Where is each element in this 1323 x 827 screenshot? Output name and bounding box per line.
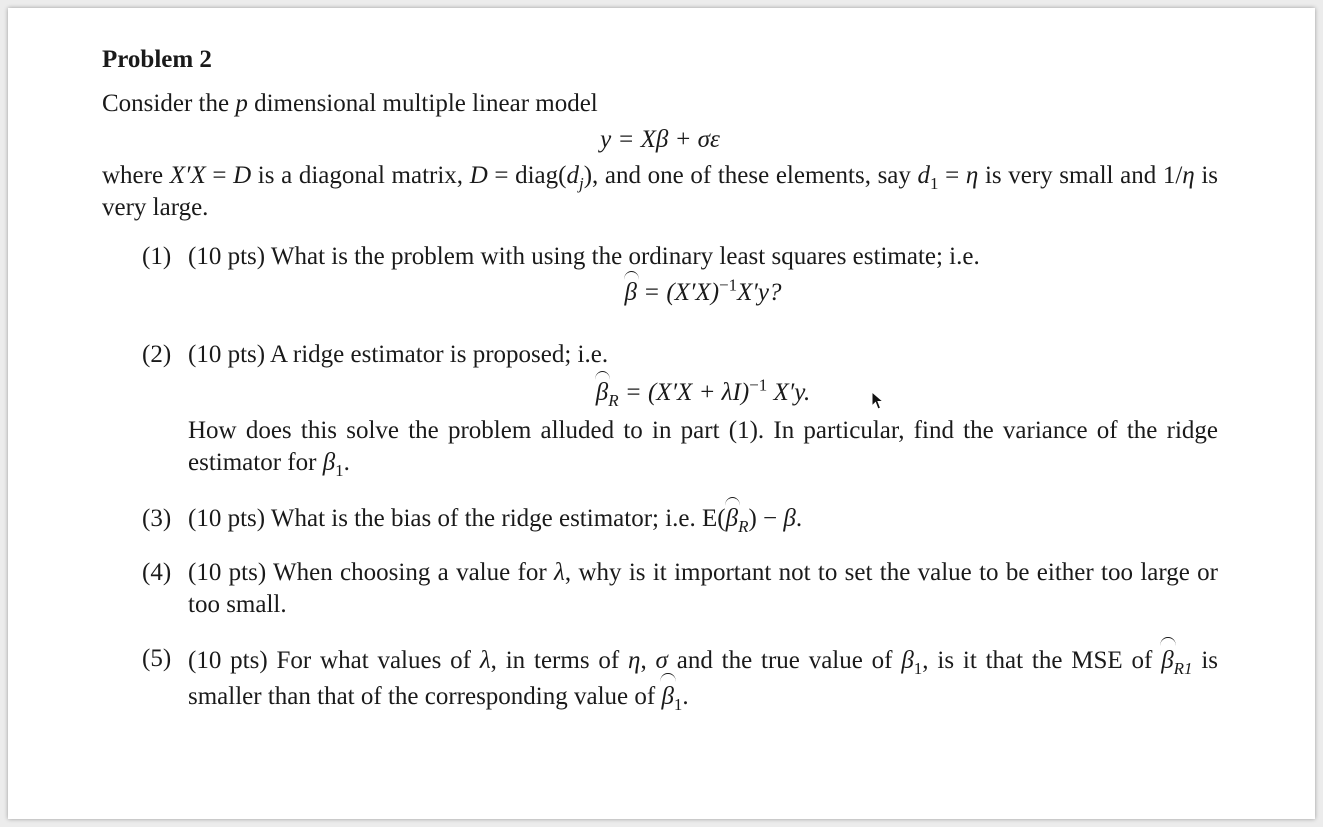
problem-content <box>102 44 1218 715</box>
beta-hat-r: β <box>596 377 608 409</box>
where-text-2: = <box>205 162 234 189</box>
q3-text-3: . <box>795 505 803 532</box>
q5-eta: η <box>628 647 641 674</box>
where-math-d1: d <box>917 162 931 189</box>
q5-text-3: , <box>640 647 656 674</box>
q5-text-2: , in terms of <box>490 647 629 674</box>
beta-hat: β <box>625 277 637 309</box>
q5-lambda: λ <box>479 647 491 674</box>
where-text-1: where <box>102 162 170 189</box>
q5-text-1: (10 pts) For what values of <box>188 647 480 674</box>
q5-sigma: σ <box>655 647 668 674</box>
question-text <box>188 557 1218 621</box>
q3-beta-hat-sub: R <box>738 517 749 536</box>
question-text <box>188 643 1218 715</box>
where-math-dj-sub: j <box>578 174 584 193</box>
where-text-6: = <box>938 162 966 189</box>
question-list <box>102 241 1218 715</box>
question-number: (4) <box>142 559 172 586</box>
question-text <box>188 503 1218 535</box>
followup-beta: β <box>322 449 336 476</box>
problem-title: Problem 2 <box>102 46 212 73</box>
beta-hat-r-sub: R <box>608 391 619 410</box>
where-math-eta: η <box>965 162 979 189</box>
followup-beta-sub: 1 <box>335 461 344 480</box>
question-followup <box>188 415 1218 479</box>
where-text-4: = diag( <box>487 162 567 189</box>
q5-beta-hat-r-sub: R1 <box>1173 659 1193 678</box>
where-math-d1-sub: 1 <box>930 174 939 193</box>
question-number: (2) <box>142 341 172 368</box>
question-number: (3) <box>142 505 172 532</box>
where-math-d: D <box>233 162 252 189</box>
ridge-equation <box>188 377 1218 409</box>
where-text-5: ), and one of these elements, say <box>583 162 918 189</box>
q5-beta-hat-r: β <box>1161 643 1173 679</box>
question-text: (10 pts) A ridge estimator is proposed; i.e. <box>188 341 609 368</box>
where-math-xtx: X′X <box>169 162 206 189</box>
q5-text-6: is smaller than that of the corresponding value of <box>188 647 1219 710</box>
q5-text-7: . <box>682 683 689 710</box>
q3-beta-hat: β <box>726 503 738 535</box>
where-text-7: is very small and 1/ <box>978 162 1183 189</box>
where-text-3: is a diagonal matrix, <box>251 162 470 189</box>
q5-beta: β <box>901 647 914 674</box>
question-item-5 <box>102 643 1218 715</box>
q3-text-1: (10 pts) What is the bias of the ridge estimator; i.e. E( <box>188 505 726 532</box>
ols-inverse-sup: −1 <box>719 275 738 295</box>
ridge-inverse-sup: −1 <box>749 375 768 395</box>
intro-var-p: p <box>235 90 248 117</box>
ridge-rhs: = (X′X + λI) <box>618 379 750 406</box>
model-equation: y = Xβ + σε <box>600 126 720 153</box>
q4-text-1: (10 pts) When choosing a value for <box>188 559 555 586</box>
q5-text-5: , is it that the MSE of <box>922 647 1162 674</box>
q5-beta-sub: 1 <box>913 659 923 678</box>
ols-equation <box>188 277 1218 309</box>
question-item-1 <box>102 241 1218 309</box>
where-math-eta2: η <box>1182 162 1195 189</box>
q4-lambda: λ <box>554 559 565 586</box>
question-number: (5) <box>142 645 172 672</box>
q4-text-2: , why is it important not to set the value to be either too large or too small. <box>188 559 1218 618</box>
followup-end: . <box>343 449 350 476</box>
where-math-dj: d <box>566 162 579 189</box>
question-item-3 <box>102 503 1218 535</box>
intro-paragraph <box>102 88 1218 120</box>
question-text: (10 pts) What is the problem with using the ordinary least squares estimate; i.e. <box>188 243 980 270</box>
question-item-4 <box>102 557 1218 621</box>
question-item-2 <box>102 339 1218 479</box>
intro-text: Consider the <box>102 90 236 117</box>
intro-text-post: dimensional multiple linear model <box>247 90 598 117</box>
where-math-d2: D <box>469 162 488 189</box>
where-text-8: is very large. <box>102 162 1218 221</box>
q5-beta-hat-1: β <box>661 679 673 715</box>
followup-text: How does this solve the problem alluded to in part (1). In particular, find the variance of the ridge estimator for <box>188 417 1218 476</box>
where-paragraph <box>102 160 1218 224</box>
ols-tail: X′y? <box>737 279 782 306</box>
document-page <box>8 8 1315 819</box>
q3-text-2: ) − <box>748 505 784 532</box>
q5-beta-hat-1-sub: 1 <box>673 695 683 714</box>
ols-rhs: = (X′X) <box>636 279 720 306</box>
q5-text-4: and the true value of <box>667 647 902 674</box>
q3-beta: β <box>783 505 796 532</box>
question-number: (1) <box>142 243 172 270</box>
ridge-tail: X′y. <box>767 379 811 406</box>
mouse-pointer-icon <box>871 391 885 411</box>
